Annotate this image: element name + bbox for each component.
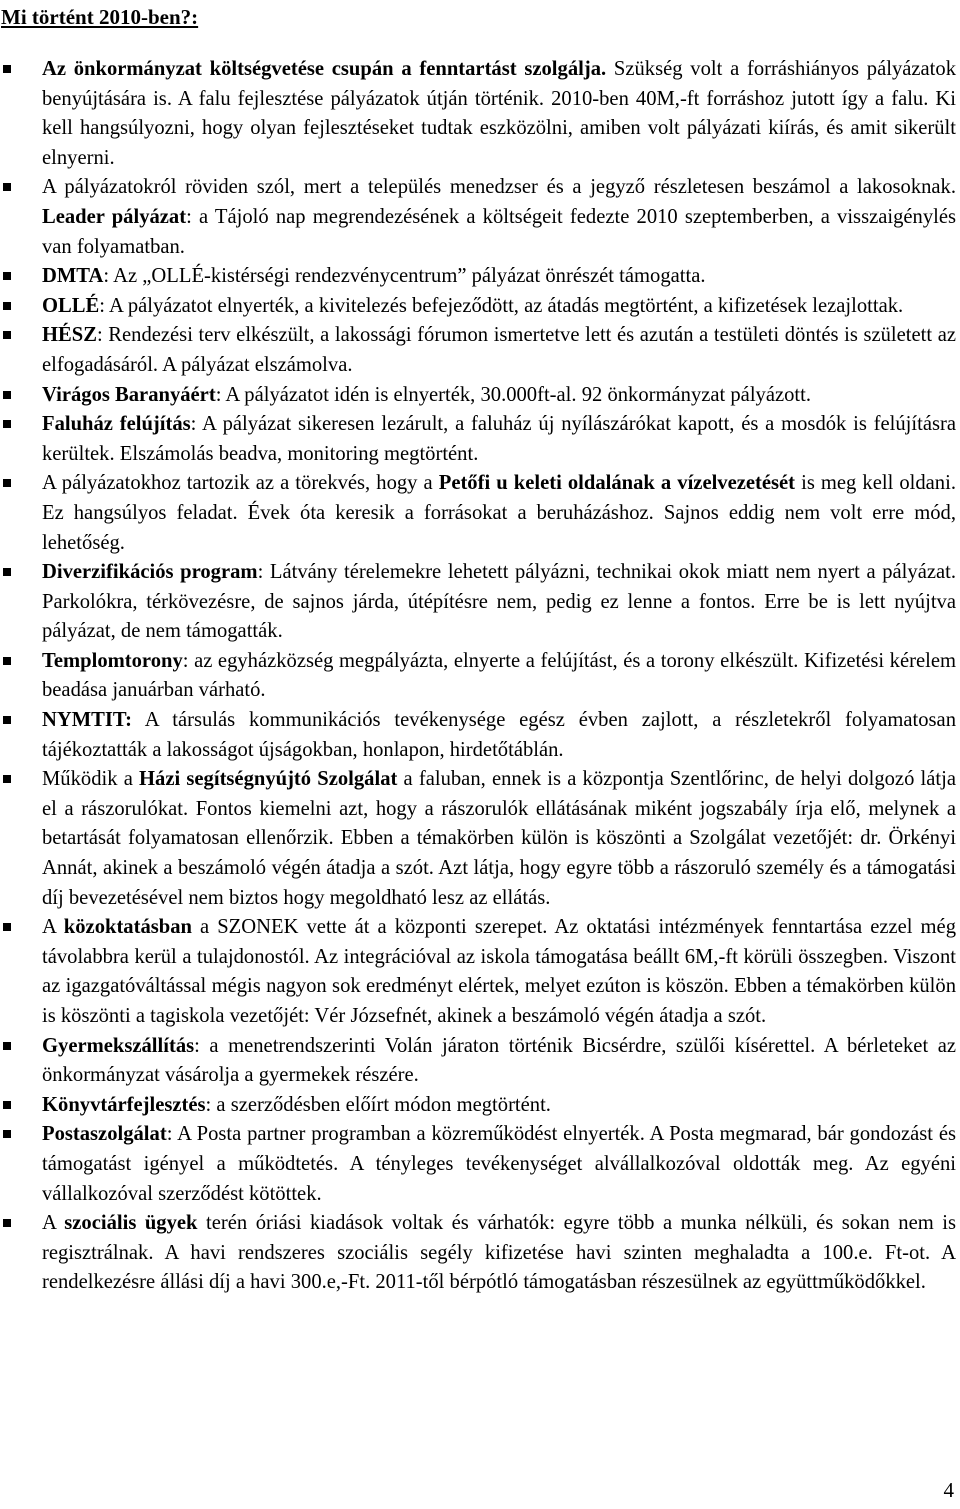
list-item [0, 292, 960, 322]
body-text: : Látvány térelemekre lehetett pályázni, technikai okok miatt nem nyert a pályázat. Parkolókra, térkövezésre, de sajnos járda, útépítésre nem, pedig ez lenne a fontos. Erre be is lett nyújtva pályázat, de nem támogatták. [42, 561, 956, 643]
body-text: a faluban, ennek is a központja Szentlőrinc, de helyi dolgozó látja el a rászorulókat. Fontos kiemelni azt, hogy a rászorulók ellátásának miként jogszabály írja elő, melynek a betartását folyamatosan ellenőrzik. Ebben a témakörben külön is köszönti a Szolgálat vezetőjét: dr. Örkényi Annát, akinek a beszámoló végén átadja a szót. Azt látja, hogy egyre több a rászoruló személy és a támogatási díj bevezetésével nem biztos hogy megoldható lesz az ellátás. [42, 768, 956, 909]
square-bullet-icon [3, 420, 11, 428]
body-text: A pályázatokhoz tartozik az a törekvés, hogy a [42, 472, 439, 495]
body-text: : A Posta partner programban a közreműködést elnyerték. A Posta megmarad, bár gondozást és támogatást igényel a működtetés. A tényleges tevékenységet alvállalkozóval oldották meg. Az egyéni vállalkozóval szerződést kötöttek. [42, 1123, 956, 1205]
bold-text: Könyvtárfejlesztés [42, 1093, 206, 1116]
square-bullet-icon [3, 1130, 11, 1138]
body-text: A [42, 916, 64, 939]
square-bullet-icon [3, 331, 11, 339]
body-text: is meg kell oldani. Ez hangsúlyos feladat. Évek óta keresik a forrásokat a beruházáshoz. Sajnos eddig nem volt erre mód, lehetőség. [42, 472, 956, 554]
body-text: Szükség volt a forráshiányos pályázatok benyújtására is. A falu fejlesztése pályázatok útján történik. 2010-ben 40M,-ft forráshoz jutott így a falu. Ki kell hangsúlyozni, hogy olyan fejlesztéseket tudtak eszközölni, amiben volt pályázati kiírás, és amit sikerült elnyerni. [42, 58, 957, 169]
bold-text: Diverzifikációs program [42, 561, 258, 584]
list-item [0, 647, 960, 706]
list-item [0, 706, 960, 765]
bold-text: Virágos Baranyáért [42, 383, 216, 406]
list-item [0, 469, 960, 558]
body-text: a SZONEK vette át a központi szerepet. Az oktatási intézmények fenntartása ezzel még távolabbra kerül a tulajdonostól. Az integrációval az iskola támogatása beállt 6M,-ft körüli összegben. Viszont az igazgatóváltással mégis nagyon sok eredményt elértek, melyet ezúton is köszön. Ebben a témakörben külön is köszönti a tagiskola vezetőjét: Vér Józsefnét, akinek a beszámoló végén átadja a szót. [42, 916, 956, 1027]
bullet-list [0, 55, 960, 1298]
bold-text: Leader pályázat [42, 205, 187, 228]
bold-text: Házi segítségnyújtó Szolgálat [139, 768, 398, 791]
list-item [0, 558, 960, 647]
list-item [0, 765, 960, 913]
body-text: : a menetrendszerinti Volán járaton történik Bicsérdre, szülői kísérettel. A bérleteket az önkormányzat vásárolja a gyermekek részére. [42, 1034, 956, 1087]
list-item [0, 913, 960, 1031]
body-text: A társulás kommunikációs tevékenysége egész évben zajlott, a részletekről folyamatosan tájékoztatták a lakosságot újságokban, honlapon, hirdetőtáblán. [42, 709, 956, 761]
body-text: : a szerződésben előírt módon megtörtént. [205, 1093, 551, 1116]
body-text: A [42, 1212, 65, 1235]
bold-text: közoktatásban [63, 916, 192, 939]
body-text: : a Tájoló nap megrendezésének a költségeit fedezte 2010 szeptemberben, a visszaigénylés van folyamatban. [42, 205, 956, 258]
bold-text: Az önkormányzat költségvetése csupán a fenntartást szolgálja. [42, 58, 607, 80]
bold-text: OLLÉ [42, 294, 100, 317]
square-bullet-icon [3, 568, 11, 576]
square-bullet-icon [3, 1101, 11, 1109]
body-text: terén óriási kiadások voltak és várhatók: egyre több a munka nélküli, és sokan nem is regisztrálnak. A havi rendszeres szociális segély kifizetése havi szinten meghaladta a 100.e. Ft-ot. A rendelkezésre állási díj a havi 300.e,-Ft. 2011-től bérpótló támogatásban részesülnek az együttműködőkkel. [42, 1212, 957, 1294]
list-item [0, 173, 960, 262]
body-text: : az egyházközség megpályázta, elnyerte a felújítást, és a torony elkészült. Kifizetési kérelem beadása januárban várható. [42, 649, 956, 702]
square-bullet-icon [3, 302, 11, 310]
square-bullet-icon [3, 391, 11, 399]
square-bullet-icon [3, 1219, 11, 1227]
body-text: Működik a [42, 768, 140, 791]
bold-text: DMTA [42, 265, 104, 288]
list-item [0, 1120, 960, 1209]
list-item [0, 262, 960, 292]
square-bullet-icon [3, 775, 11, 783]
body-text: A pályázatokról röviden szól, mert a település menedzser és a jegyző részletesen beszámol a lakosoknak. [42, 176, 956, 199]
bold-text: HÉSZ [42, 324, 97, 347]
list-item [0, 1209, 960, 1298]
square-bullet-icon [3, 272, 11, 280]
bold-text: szociális ügyek [64, 1212, 198, 1235]
page-heading: Mi történt 2010-ben?: [1, 5, 199, 29]
list-item [0, 381, 960, 411]
square-bullet-icon [3, 65, 11, 73]
bold-text: Faluház felújítás [42, 413, 191, 436]
bold-text: Templomtorony [42, 649, 183, 672]
list-item [0, 55, 960, 173]
body-text: : A pályázatot idén is elnyerték, 30.000ft-al. 92 önkormányzat pályázott. [215, 383, 812, 406]
square-bullet-icon [3, 479, 11, 487]
body-text: : Az „OLLÉ-kistérségi rendezvénycentrum” pályázat önrészét támogatta. [103, 265, 706, 288]
body-text: : A pályázat sikeresen lezárult, a faluház új nyílászárókat kapott, és a mosdók is felújításra kerültek. Elszámolás beadva, monitoring megtörtént. [42, 413, 957, 465]
list-item [0, 321, 960, 380]
page-number: 4 [943, 1478, 954, 1502]
square-bullet-icon [3, 923, 11, 931]
square-bullet-icon [3, 657, 11, 665]
square-bullet-icon [3, 183, 11, 191]
body-text: : Rendezési terv elkészült, a lakossági fórumon ismertetve lett és azután a testületi döntés is született az elfogadásáról. A pályázat elszámolva. [42, 324, 956, 376]
list-item [0, 1032, 960, 1091]
bold-text: Gyermekszállítás [42, 1034, 195, 1057]
body-text: : A pályázatot elnyerték, a kivitelezés befejeződött, az átadás megtörtént, a kifizetések lezajlottak. [99, 294, 904, 317]
square-bullet-icon [3, 1042, 11, 1050]
square-bullet-icon [3, 716, 11, 724]
list-item [0, 410, 960, 469]
bold-text: Postaszolgálat [42, 1123, 167, 1146]
bold-text: NYMTIT: [42, 709, 132, 732]
list-item [0, 1091, 960, 1121]
bold-text: Petőfi u keleti oldalának a vízelvezetését [438, 472, 796, 495]
